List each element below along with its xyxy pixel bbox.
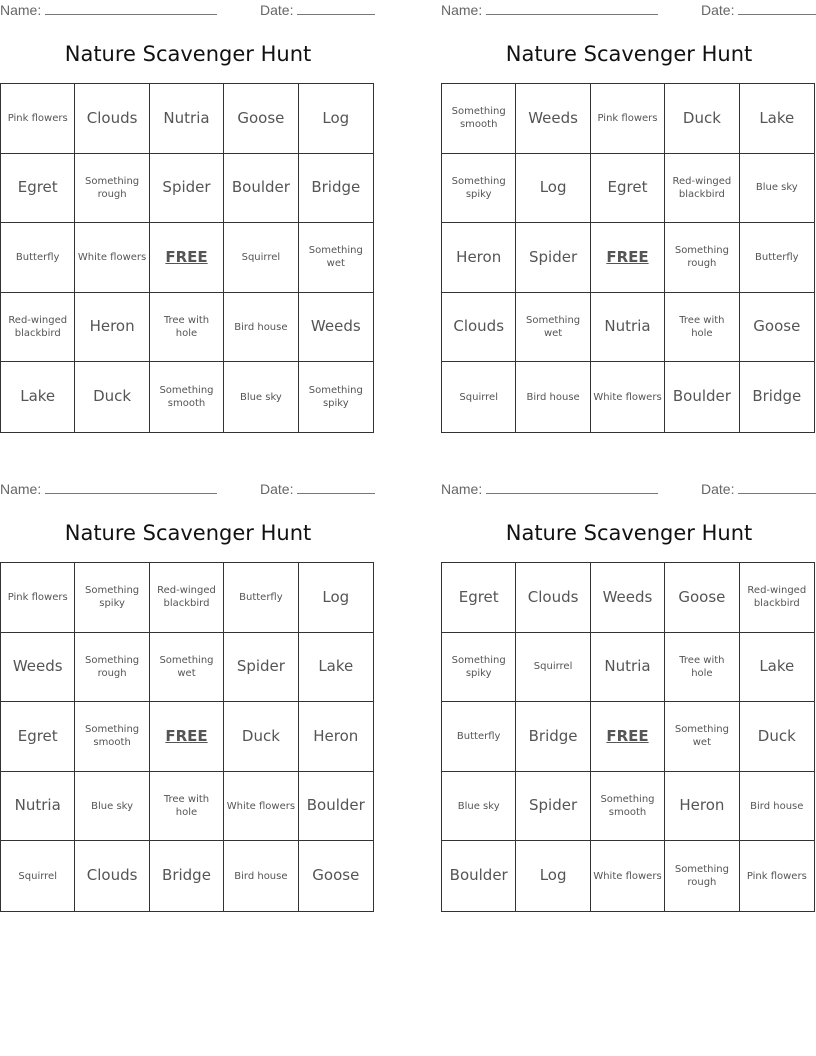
bingo-cell[interactable]: Log (516, 154, 590, 224)
bingo-cell[interactable]: Weeds (299, 293, 373, 363)
bingo-cell[interactable]: Butterfly (740, 223, 814, 293)
bingo-cell[interactable]: Duck (740, 702, 814, 772)
name-label: Name: (441, 481, 483, 497)
bingo-cell[interactable]: Bird house (224, 293, 298, 363)
bingo-cell[interactable]: Something rough (665, 841, 739, 911)
card-title: Nature Scavenger Hunt (64, 521, 312, 545)
free-space-cell[interactable]: FREE (591, 702, 665, 772)
bingo-cell[interactable]: Heron (75, 293, 149, 363)
name-label: Name: (441, 2, 483, 18)
bingo-cell[interactable]: Something spiky (442, 154, 516, 224)
card-header (0, 2, 376, 20)
bingo-cell[interactable]: Spider (516, 772, 590, 842)
bingo-cell[interactable]: Goose (312, 866, 360, 885)
bingo-cell[interactable]: Clouds (75, 841, 149, 911)
bingo-cell[interactable]: Heron (299, 702, 373, 772)
bingo-cell[interactable]: Goose (224, 84, 298, 154)
bingo-cell[interactable]: Something rough (75, 633, 149, 703)
bingo-cell[interactable]: Log (299, 563, 373, 633)
bingo-cell[interactable]: Bird house (516, 362, 590, 432)
bingo-cell[interactable]: Blue sky (442, 772, 516, 842)
bingo-cell[interactable]: Nutria (1, 772, 75, 842)
bingo-card-4 (441, 479, 816, 919)
bingo-cell[interactable]: White flowers (591, 841, 665, 911)
free-space-cell[interactable]: FREE (150, 702, 224, 772)
name-field-line[interactable] (486, 2, 658, 15)
bingo-cell[interactable]: Squirrel (516, 633, 590, 703)
bingo-cell[interactable]: Spider (224, 633, 298, 703)
bingo-cell[interactable]: Egret (1, 154, 75, 224)
bingo-cell[interactable]: Spider (516, 223, 590, 293)
bingo-grid (0, 83, 374, 433)
date-field-line[interactable] (738, 2, 816, 15)
bingo-cell[interactable]: Heron (442, 223, 516, 293)
bingo-cell[interactable]: Something wet (299, 223, 373, 293)
bingo-cell[interactable]: Lake (740, 84, 814, 154)
free-space-cell[interactable]: FREE (150, 223, 224, 293)
bingo-cell[interactable]: Red-winged blackbird (665, 154, 739, 224)
bingo-cell[interactable]: Butterfly (224, 563, 298, 633)
bingo-cell[interactable]: Something smooth (150, 362, 224, 432)
card-header (0, 481, 376, 499)
bingo-cell[interactable]: Squirrel (442, 362, 516, 432)
date-label: Date: (701, 481, 735, 497)
bingo-cell[interactable]: Butterfly (1, 223, 75, 293)
card-header (441, 481, 816, 499)
bingo-cell[interactable]: Something rough (665, 223, 739, 293)
bingo-cell[interactable]: Bridge (150, 841, 224, 911)
bingo-cell[interactable]: Tree with hole (150, 772, 224, 842)
bingo-cell[interactable]: Something spiky (308, 385, 363, 410)
bingo-cell[interactable]: White flowers (224, 772, 298, 842)
bingo-cell[interactable]: Pink flowers (1, 563, 75, 633)
bingo-cell[interactable]: Nutria (150, 84, 224, 154)
bingo-cell[interactable]: Lake (1, 362, 75, 432)
bingo-card-3 (0, 479, 376, 919)
bingo-card-1 (0, 0, 376, 440)
bingo-cell[interactable]: Clouds (442, 293, 516, 363)
date-label: Date: (260, 481, 294, 497)
bingo-cell[interactable]: Log (516, 841, 590, 911)
date-field-line[interactable] (297, 2, 375, 15)
bingo-cell[interactable]: Bridge (752, 387, 802, 406)
bingo-cell[interactable]: Clouds (75, 84, 149, 154)
bingo-cell[interactable]: Tree with hole (150, 293, 224, 363)
bingo-grid (441, 83, 815, 433)
bingo-cell[interactable]: Red-winged blackbird (150, 563, 224, 633)
date-field-line[interactable] (297, 481, 375, 494)
name-field-line[interactable] (45, 481, 217, 494)
date-label: Date: (701, 2, 735, 18)
bingo-cell[interactable]: Boulder (299, 772, 373, 842)
bingo-cell[interactable]: Boulder (224, 154, 298, 224)
bingo-cell[interactable]: Duck (75, 362, 149, 432)
bingo-cell[interactable]: Tree with hole (665, 293, 739, 363)
date-field-line[interactable] (738, 481, 816, 494)
bingo-cell[interactable]: Egret (442, 563, 516, 633)
bingo-cell[interactable]: White flowers (75, 223, 149, 293)
bingo-cell[interactable]: Red-winged blackbird (1, 293, 75, 363)
bingo-cell[interactable]: Something spiky (442, 633, 516, 703)
bingo-cell[interactable]: Duck (224, 702, 298, 772)
bingo-cell[interactable]: Clouds (516, 563, 590, 633)
date-label: Date: (260, 2, 294, 18)
bingo-cell[interactable]: Duck (665, 84, 739, 154)
card-title: Nature Scavenger Hunt (505, 42, 753, 66)
bingo-cell[interactable]: Nutria (591, 293, 665, 363)
bingo-cell[interactable]: Egret (591, 154, 665, 224)
card-header (441, 2, 816, 20)
bingo-cell[interactable]: Goose (740, 293, 814, 363)
bingo-cell[interactable]: Blue sky (740, 154, 814, 224)
bingo-cell[interactable]: Something smooth (442, 84, 516, 154)
name-field-line[interactable] (486, 481, 658, 494)
bingo-cell[interactable]: Something wet (150, 633, 224, 703)
bingo-cell[interactable]: White flowers (591, 362, 665, 432)
bingo-cell[interactable]: Red-winged blackbird (740, 563, 814, 633)
bingo-cell[interactable]: Squirrel (1, 841, 75, 911)
bingo-cell[interactable]: Nutria (591, 633, 665, 703)
bingo-cell[interactable]: Blue sky (224, 362, 298, 432)
bingo-cell[interactable]: Lake (740, 633, 814, 703)
bingo-cell[interactable]: Egret (1, 702, 75, 772)
bingo-cell[interactable]: Weeds (516, 84, 590, 154)
bingo-cell[interactable]: Lake (299, 633, 373, 703)
bingo-cell[interactable]: Butterfly (442, 702, 516, 772)
bingo-cell[interactable]: Something smooth (75, 702, 149, 772)
bingo-cell[interactable]: Bird house (740, 772, 814, 842)
bingo-cell[interactable]: Spider (150, 154, 224, 224)
bingo-grid (0, 562, 374, 912)
bingo-cell[interactable]: Bridge (516, 702, 590, 772)
bingo-cell[interactable]: Heron (665, 772, 739, 842)
bingo-card-2 (441, 0, 816, 440)
bingo-cell[interactable]: Goose (665, 563, 739, 633)
bingo-cell[interactable]: Boulder (442, 841, 516, 911)
bingo-cell[interactable]: Pink flowers (1, 84, 75, 154)
card-title: Nature Scavenger Hunt (64, 42, 312, 66)
bingo-cell[interactable]: Weeds (1, 633, 75, 703)
bingo-cell[interactable]: Squirrel (224, 223, 298, 293)
bingo-cell[interactable]: Something spiky (75, 563, 149, 633)
name-field-line[interactable] (45, 2, 217, 15)
bingo-cell[interactable]: Pink flowers (746, 870, 807, 882)
name-label: Name: (0, 2, 42, 18)
bingo-cell[interactable]: Log (299, 84, 373, 154)
name-label: Name: (0, 481, 42, 497)
card-title: Nature Scavenger Hunt (505, 521, 753, 545)
bingo-cell[interactable]: Blue sky (75, 772, 149, 842)
bingo-cell[interactable]: Weeds (591, 563, 665, 633)
free-space-cell[interactable]: FREE (591, 223, 665, 293)
bingo-cell[interactable]: Something wet (665, 702, 739, 772)
bingo-grid (441, 562, 815, 912)
bingo-cell[interactable]: Something rough (75, 154, 149, 224)
bingo-cell[interactable]: Tree with hole (665, 633, 739, 703)
bingo-cell[interactable]: Bridge (299, 154, 373, 224)
bingo-cell[interactable]: Boulder (665, 362, 739, 432)
bingo-cell[interactable]: Pink flowers (591, 84, 665, 154)
bingo-cell[interactable]: Bird house (224, 841, 298, 911)
bingo-cell[interactable]: Something smooth (591, 772, 665, 842)
bingo-cell[interactable]: Something wet (516, 293, 590, 363)
